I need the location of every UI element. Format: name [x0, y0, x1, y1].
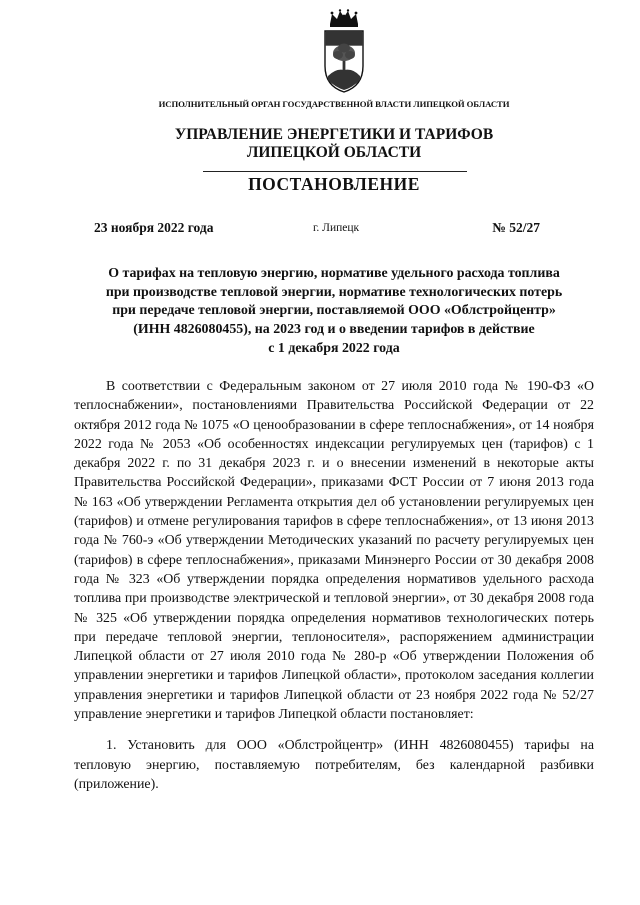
subject-line-3: при передаче тепловой энергии, поставляемой ООО «Облстройцентр»	[112, 303, 556, 319]
department-title-line1: УПРАВЛЕНИЕ ЭНЕРГЕТИКИ И ТАРИФОВ	[174, 126, 494, 143]
subject-line-5: с 1 декабря 2022 года	[268, 340, 400, 356]
document-number: № 52/27	[492, 220, 540, 235]
body-paragraph-preamble: В соответствии с Федеральным законом от 27 июля 2010 года № 190-ФЗ «О теплоснабжении», постановлениями Правительства Российской Федерации от 22 октября 2012 года № 1075 «О ценообразовании в сфере теплоснабжения», от 14 ноября 2022 года № 2053 «Об особенностях индексации регулируемых цен (тарифов) с 1 декабря 2022 г. по 31 декабря 2023 г. и о внесении изменений в некоторые акты Правительства Российской Федерации», приказами ФСТ России от 7 июня 2013 года № 163 «Об утверждении Регламента открытия дел об установлении регулируемых цен (тарифов) и отмене регулирования тарифов в сфере теплоснабжения», от 13 июня 2013 года № 760-э «Об утверждении Методических указаний по расчету регулируемых цен (тарифов) в сфере теплоснабжения», приказами Минэнерго России от 30 декабря 2008 года № 323 «Об утверждении порядка определения нормативов удельного расхода топлива при производстве электрической и тепловой энергии», от 30 декабря 2008 года № 325 «Об утверждении порядка определения нормативов технологических потерь при передаче тепловой энергии, теплоносителя», распоряжением администрации Липецкой области от 27 июля 2010 года № 280-р «Об утверждении Положения об управлении энергетики и тарифов Липецкой области», протоколом заседания коллегии управления энергетики и тарифов Липецкой области от 23 ноября 2022 года № 52/27 управление энергетики и тарифов Липецкой области постановляет:	[74, 379, 594, 723]
subject-line-1: О тарифах на тепловую энергию, нормативе удельного расхода топлива	[108, 266, 560, 281]
authority-name: ИСПОЛНИТЕЛЬНЫЙ ОРГАН ГОСУДАРСТВЕННОЙ ВЛАСТИ ЛИПЕЦКОЙ ОБЛАСТИ	[158, 99, 510, 109]
title-divider	[203, 171, 467, 172]
document-subject	[74, 265, 594, 359]
document-type: ПОСТАНОВЛЕНИЕ	[248, 174, 420, 194]
document-meta	[94, 220, 540, 238]
department-title	[74, 126, 594, 162]
subject-line-2: при производстве тепловой энергии, нормативе технологических потерь	[105, 284, 563, 300]
subject-line-4: (ИНН 4826080455), на 2023 год и о введении тарифов в действие	[133, 322, 535, 338]
document-body	[74, 377, 594, 794]
document-city: г. Липецк	[313, 222, 360, 234]
document-date: 23 ноября 2022 года	[94, 220, 214, 235]
body-paragraph-item-1: 1. Установить для ООО «Облстройцентр» (ИНН 4826080455) тарифы на тепловую энергию, поставляемую потребителям, без календарной разбивки (приложение).	[74, 738, 594, 792]
department-title-line2: ЛИПЕЦКОЙ ОБЛАСТИ	[246, 144, 422, 161]
coat-of-arms-icon	[322, 8, 366, 94]
